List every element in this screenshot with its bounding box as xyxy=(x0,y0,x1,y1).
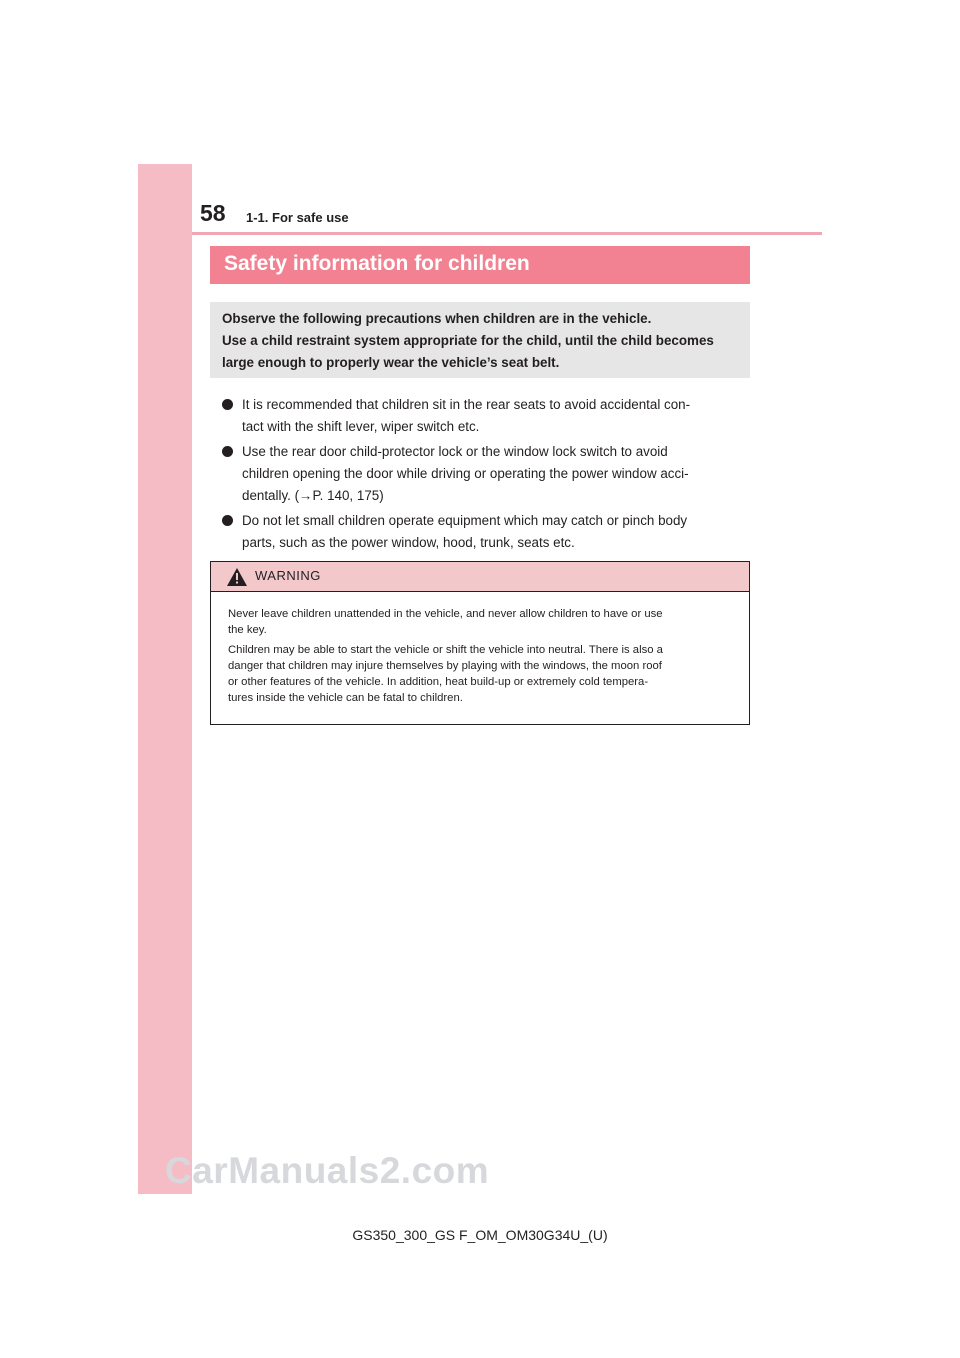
warning-header xyxy=(211,562,749,592)
warning-line: Never leave children unattended in the vehicle, and never allow children to have or use xyxy=(228,608,663,620)
warning-paragraph xyxy=(228,606,739,638)
section-title-bar xyxy=(210,246,750,284)
warning-paragraph xyxy=(228,642,739,706)
list-item xyxy=(222,394,748,438)
page-number: 58 xyxy=(200,200,226,226)
list-item-line: Do not let small children operate equipment which may catch or pinch body xyxy=(242,513,688,528)
list-item-line: Use the rear door child-protector lock or the window lock switch to avoid xyxy=(242,444,668,459)
header-rule xyxy=(192,232,822,235)
section-title: Safety information for children xyxy=(224,252,530,275)
list-item-line: It is recommended that children sit in the rear seats to avoid accidental con- xyxy=(242,397,691,412)
intro-line: large enough to properly wear the vehicle’s seat belt. xyxy=(222,355,560,370)
intro-line: Observe the following precautions when children are in the vehicle. xyxy=(222,311,652,326)
warning-line: the key. xyxy=(228,624,267,636)
precaution-list xyxy=(222,394,748,557)
warning-line: danger that children may injure themselves by playing with the windows, the moon roof xyxy=(228,660,662,672)
bullet-icon xyxy=(222,446,233,457)
section-label: 1-1. For safe use xyxy=(246,210,349,225)
bullet-icon xyxy=(222,515,233,526)
warning-box xyxy=(210,561,750,725)
warning-triangle-icon xyxy=(227,568,247,591)
watermark-logo: CarManuals2.com xyxy=(165,1150,490,1191)
warning-body xyxy=(211,592,749,706)
list-item xyxy=(222,441,748,507)
list-item-line: children opening the door while driving or operating the power window acci- xyxy=(242,466,689,481)
warning-label: WARNING xyxy=(255,568,321,583)
document-code: GS350_300_GS F_OM_OM30G34U_(U) xyxy=(352,1227,608,1243)
warning-line: Children may be able to start the vehicle or shift the vehicle into neutral. There is also a xyxy=(228,644,663,656)
list-item-line: parts, such as the power window, hood, trunk, seats etc. xyxy=(242,535,575,550)
list-item-line: dentally. (→P. 140, 175) xyxy=(242,488,384,503)
intro-line: Use a child restraint system appropriate for the child, until the child becomes xyxy=(222,333,714,348)
warning-line: or other features of the vehicle. In addition, heat build-up or extremely cold tempera- xyxy=(228,676,649,688)
side-tab-bar xyxy=(138,164,192,1194)
list-item-line: tact with the shift lever, wiper switch etc. xyxy=(242,419,480,434)
bullet-icon xyxy=(222,399,233,410)
intro-box xyxy=(210,302,750,378)
list-item xyxy=(222,510,748,554)
warning-line: tures inside the vehicle can be fatal to children. xyxy=(228,692,463,704)
